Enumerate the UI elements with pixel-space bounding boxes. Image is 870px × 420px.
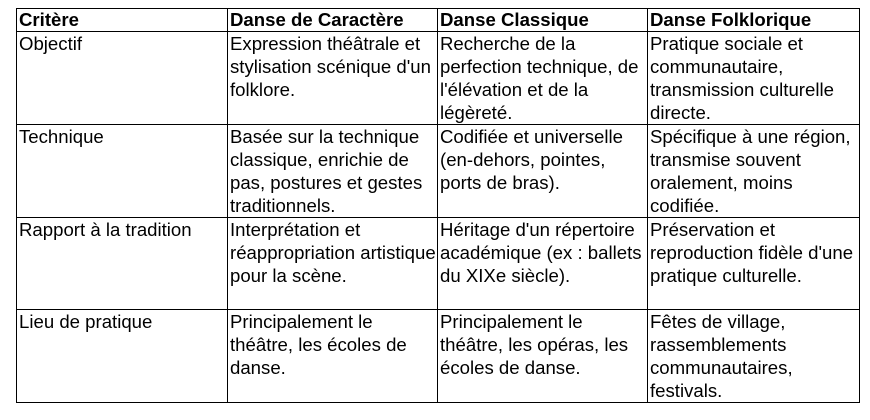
cell-classique: Héritage d'un répertoire académique (ex : ballets du XIXe siècle). [438,218,648,310]
table-row-rapport-a-la-tradition [17,218,860,310]
cell-folklorique: Pratique sociale et communautaire, transmission culturelle directe. [648,32,860,125]
header-row [17,9,860,32]
table-row-objectif [17,32,860,125]
cell-criterion: Objectif [17,32,228,125]
cell-criterion: Lieu de pratique [17,310,228,403]
table-row-technique [17,125,860,218]
cell-criterion: Technique [17,125,228,218]
cell-caractere: Expression théâtrale et stylisation scénique d'un folklore. [228,32,438,125]
header-danse-folklorique: Danse Folklorique [648,9,860,32]
dance-comparison-table [16,8,860,403]
cell-caractere: Basée sur la technique classique, enrichie de pas, postures et gestes traditionnels. [228,125,438,218]
header-critere: Critère [17,9,228,32]
cell-folklorique: Spécifique à une région, transmise souvent oralement, moins codifiée. [648,125,860,218]
cell-folklorique: Préservation et reproduction fidèle d'une pratique culturelle. [648,218,860,310]
cell-classique: Principalement le théâtre, les opéras, les écoles de danse. [438,310,648,403]
header-danse-de-caractere: Danse de Caractère [228,9,438,32]
table-row-lieu-de-pratique [17,310,860,403]
cell-caractere: Interprétation et réappropriation artistique pour la scène. [228,218,438,310]
cell-classique: Codifiée et universelle (en-dehors, pointes, ports de bras). [438,125,648,218]
cell-criterion: Rapport à la tradition [17,218,228,310]
cell-folklorique: Fêtes de village, rassemblements communautaires, festivals. [648,310,860,403]
cell-classique: Recherche de la perfection technique, de l'élévation et de la légèreté. [438,32,648,125]
cell-caractere: Principalement le théâtre, les écoles de danse. [228,310,438,403]
table-header [17,9,860,32]
table-body [17,32,860,403]
header-danse-classique: Danse Classique [438,9,648,32]
